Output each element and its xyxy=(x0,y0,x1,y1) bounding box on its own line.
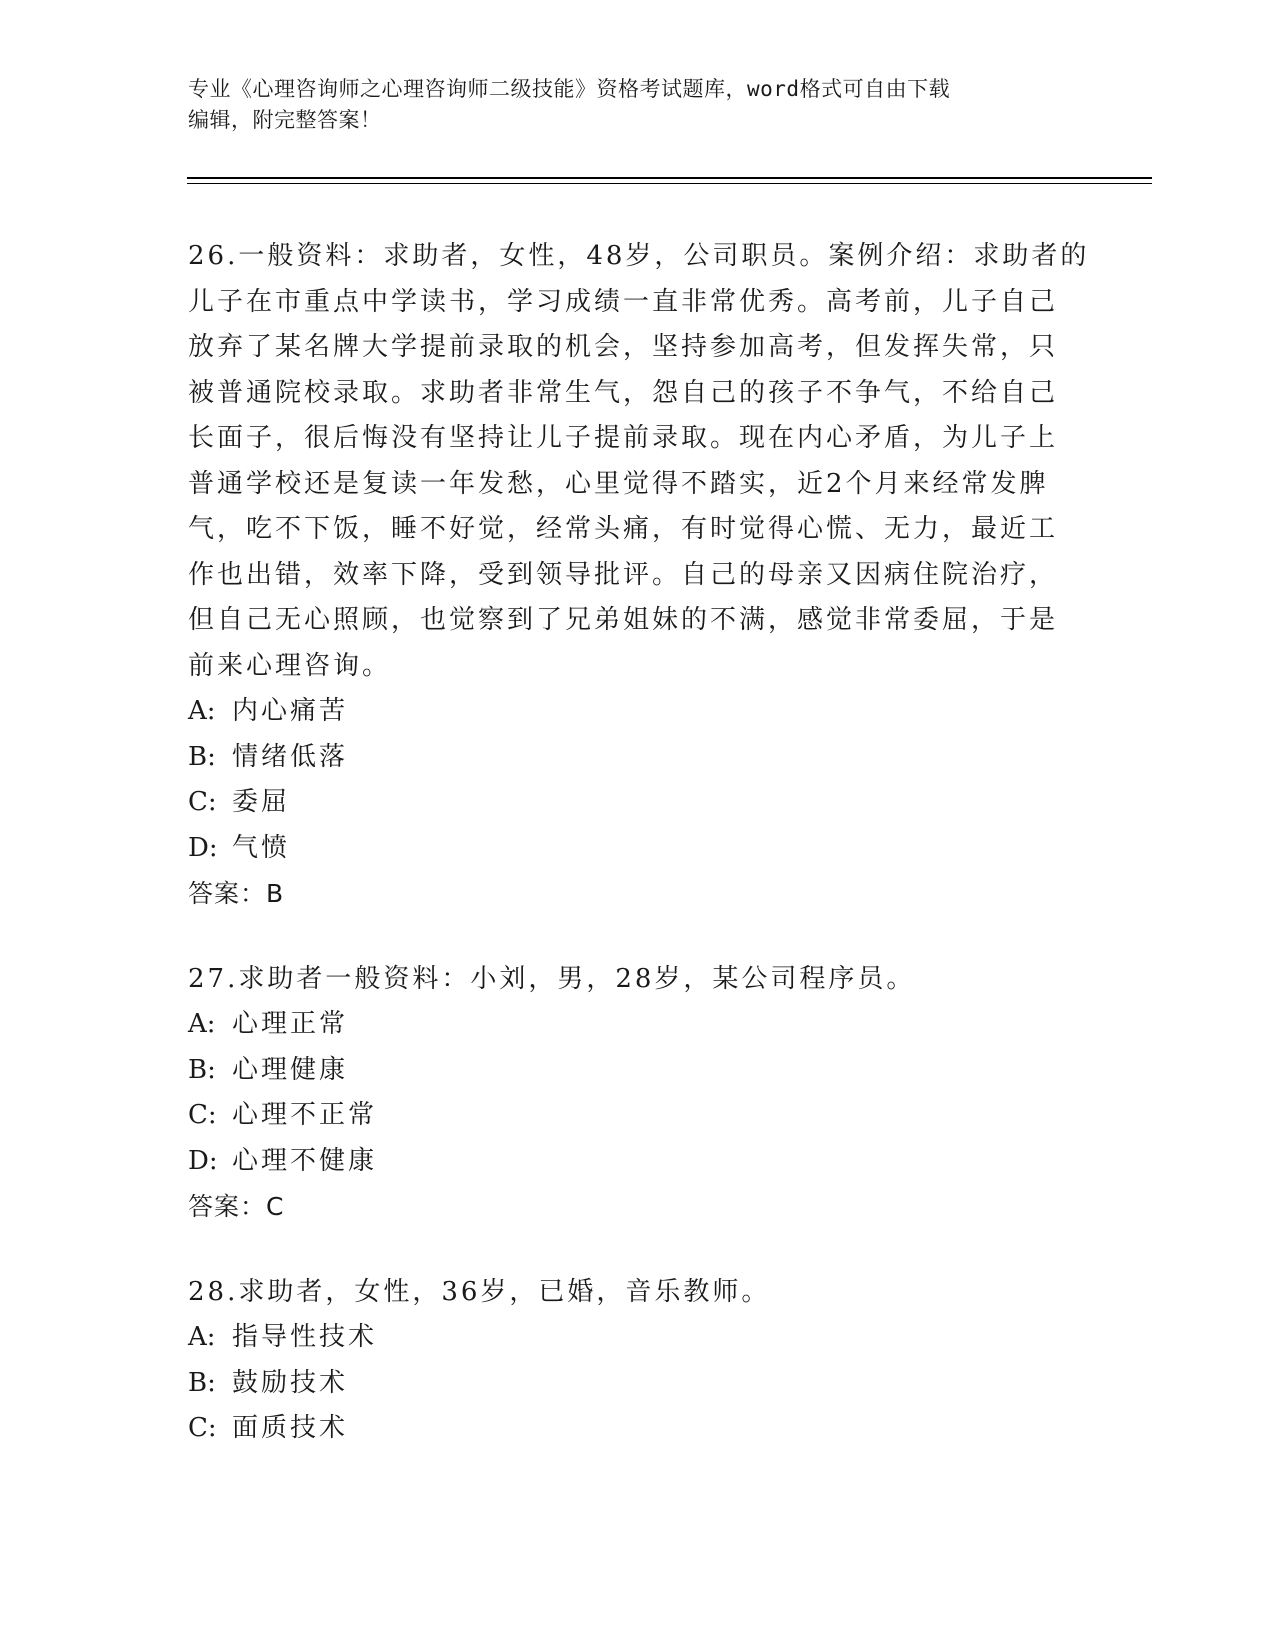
option-d xyxy=(188,826,1098,872)
option-a xyxy=(188,1315,1098,1361)
option-text: 心理正常 xyxy=(232,1009,349,1039)
option-letter: B: xyxy=(188,741,216,772)
option-text: 鼓励技术 xyxy=(232,1367,349,1398)
stem-line: 但自己无心照顾，也觉察到了兄弟姐妹的不满，感觉非常委屈，于是 xyxy=(188,605,1059,635)
question-27 xyxy=(188,957,1098,1230)
answer-line: 答案：B xyxy=(188,879,285,908)
spacer xyxy=(188,1230,1098,1270)
stem-line: 27.求助者一般资料：小刘，男，28岁，某公司程序员。 xyxy=(188,963,916,994)
stem-line: 儿子在市重点中学读书，学习成绩一直非常优秀。高考前，儿子自己 xyxy=(188,286,1059,317)
question-list xyxy=(188,234,1098,1452)
option-letter: B: xyxy=(188,1367,216,1398)
option-b xyxy=(188,735,1098,781)
option-letter: D: xyxy=(188,832,218,863)
option-text: 心理不健康 xyxy=(232,1145,378,1176)
question-stem xyxy=(188,234,1098,689)
stem-line: 被普通院校录取。求助者非常生气，怨自己的孩子不争气，不给自己 xyxy=(188,377,1059,408)
stem-line: 前来心理咨询。 xyxy=(188,650,392,681)
question-stem xyxy=(188,1270,1098,1316)
option-letter: A: xyxy=(188,1009,216,1039)
header-line-2: 编辑，附完整答案！ xyxy=(188,108,382,132)
option-b xyxy=(188,1361,1098,1407)
stem-line: 气，吃不下饭，睡不好觉，经常头痛，有时觉得心慌、无力，最近工 xyxy=(188,514,1059,544)
stem-line: 28.求助者，女性，36岁，已婚，音乐教师。 xyxy=(188,1276,771,1307)
stem-line: 作也出错，效率下降，受到领导批评。自己的母亲又因病住院治疗， xyxy=(188,559,1059,590)
answer-line: 答案：C xyxy=(188,1192,285,1221)
option-letter: C: xyxy=(188,787,217,817)
option-letter: A: xyxy=(188,696,216,726)
question-26 xyxy=(188,234,1098,917)
option-c xyxy=(188,780,1098,826)
option-letter: C: xyxy=(188,1100,217,1130)
option-text: 气愤 xyxy=(232,832,291,863)
header-rule-thick xyxy=(187,177,1152,179)
header-note xyxy=(188,74,1068,136)
option-letter: C: xyxy=(188,1413,217,1443)
stem-line: 26.一般资料：求助者，女性，48岁，公司职员。案例介绍：求助者的 xyxy=(188,241,1090,271)
stem-line: 普通学校还是复读一年发愁，心里觉得不踏实，近2个月来经常发脾 xyxy=(188,468,1049,499)
question-28 xyxy=(188,1270,1098,1452)
option-text: 心理健康 xyxy=(232,1054,349,1085)
option-text: 委屈 xyxy=(232,787,291,817)
option-text: 心理不正常 xyxy=(232,1100,378,1130)
option-letter: D: xyxy=(188,1145,218,1176)
spacer xyxy=(188,917,1098,957)
stem-line: 放弃了某名牌大学提前录取的机会，坚持参加高考，但发挥失常，只 xyxy=(188,332,1059,362)
option-c xyxy=(188,1406,1098,1452)
option-text: 面质技术 xyxy=(232,1413,349,1443)
option-a xyxy=(188,1002,1098,1048)
option-c xyxy=(188,1093,1098,1139)
option-a xyxy=(188,689,1098,735)
header-line-1: 专业《心理咨询师之心理咨询师二级技能》资格考试题库，word格式可自由下载 xyxy=(188,77,951,101)
option-text: 指导性技术 xyxy=(232,1322,378,1352)
question-stem xyxy=(188,957,1098,1003)
option-text: 内心痛苦 xyxy=(232,696,349,726)
option-text: 情绪低落 xyxy=(232,741,349,772)
option-letter: B: xyxy=(188,1054,216,1085)
option-letter: A: xyxy=(188,1322,216,1352)
option-d xyxy=(188,1139,1098,1185)
option-b xyxy=(188,1048,1098,1094)
header-rule-thin xyxy=(187,183,1152,184)
stem-line: 长面子，很后悔没有坚持让儿子提前录取。现在内心矛盾，为儿子上 xyxy=(188,423,1059,453)
